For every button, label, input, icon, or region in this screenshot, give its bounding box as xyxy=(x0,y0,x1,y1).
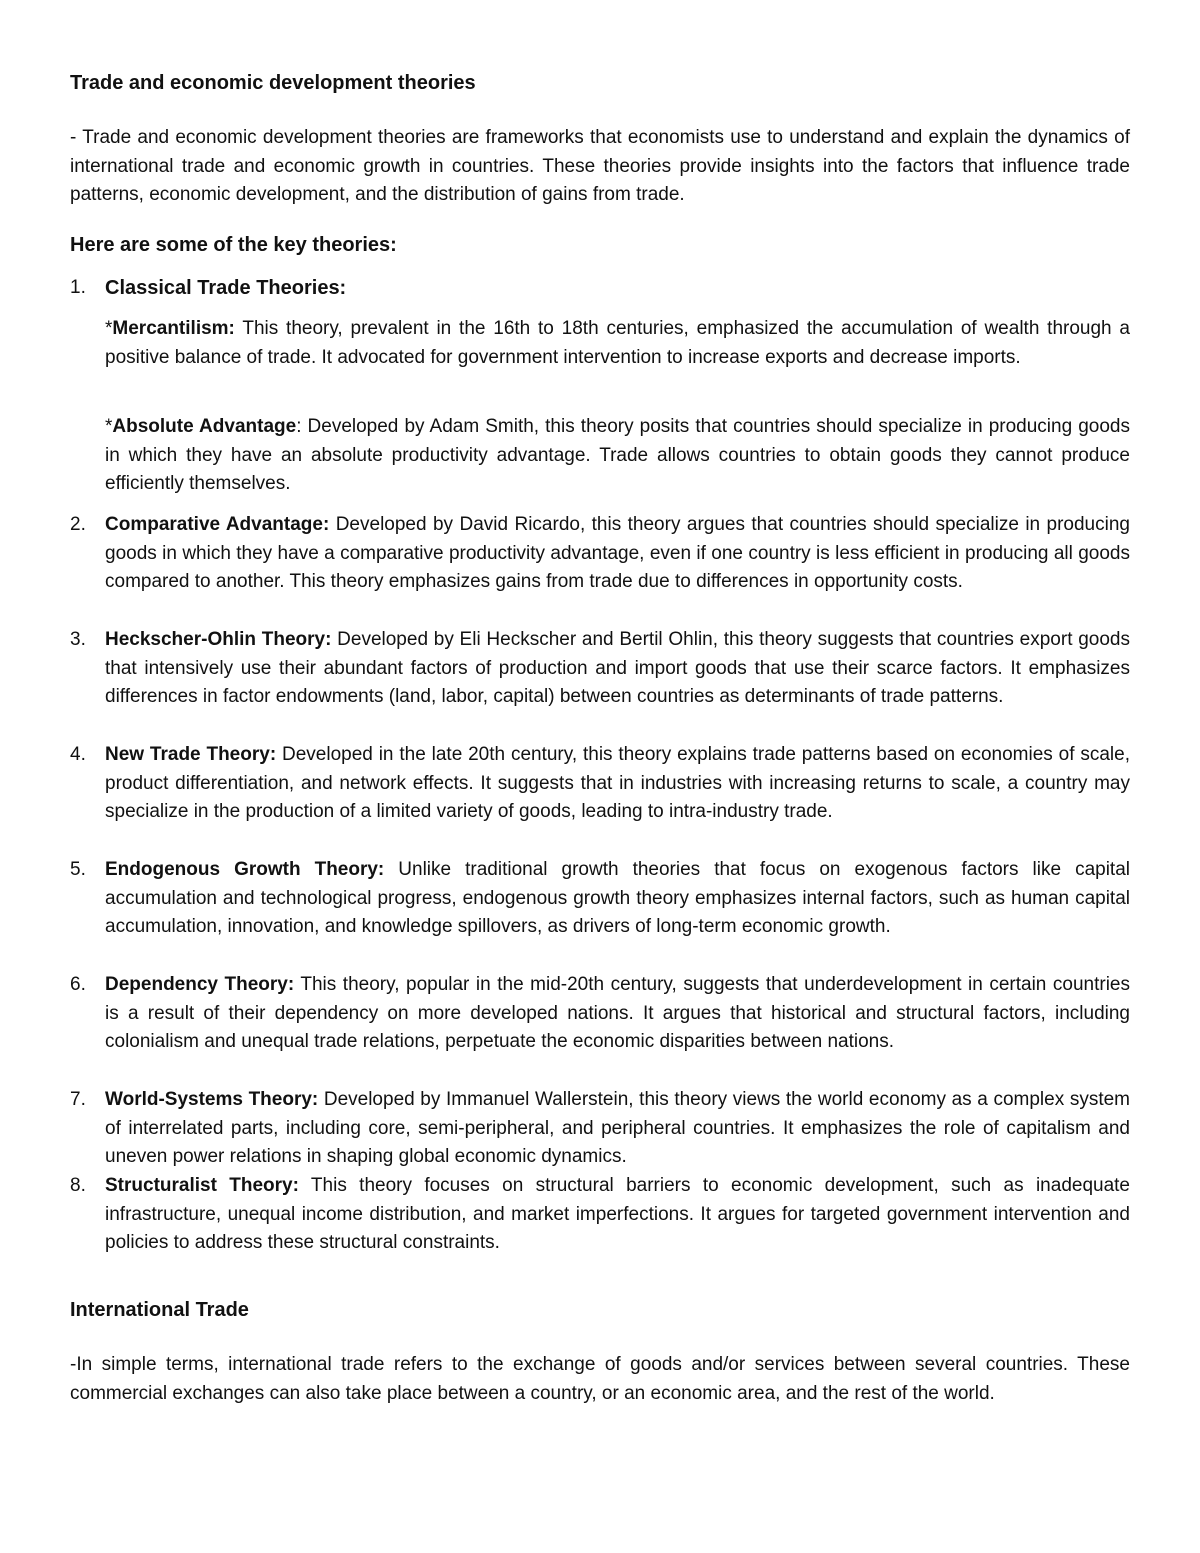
list-text xyxy=(105,511,1130,597)
list-desc: This theory focuses on structural barriers to economic development, such as inadequate infrastructure, unequal income distribution, and market imperfections. It argues for targeted government intervention and policies to address these structural constraints. xyxy=(105,1175,1130,1254)
sub-text: This theory, prevalent in the 16th to 18th centuries, emphasized the accumulation of wealth through a positive balance of trade. It advocated for government intervention to increase exports and decrease imports. xyxy=(105,318,1130,368)
sub-prefix: * xyxy=(105,416,113,437)
sub-term: Absolute Advantage xyxy=(112,416,297,437)
sub-text: : Developed by Adam Smith, this theory posits that countries should specialize in producing goods in which they have an absolute productivity advantage. Trade allows countries to obtain goods they cannot produce efficiently themselves. xyxy=(105,416,1130,495)
key-theories-heading: Here are some of the key theories: xyxy=(70,234,397,256)
list-desc: This theory, popular in the mid-20th century, suggests that underdevelopment in certain countries is a result of their dependency on more developed nations. It argues that historical and structural factors, including colonialism and unequal trade relations, perpetuate the economic disparities between nations. xyxy=(105,974,1130,1053)
list-desc: Developed by David Ricardo, this theory argues that countries should specialize in producing goods in which they have a comparative productivity advantage, even if one country is less efficient in producing all goods compared to another. This theory emphasizes gains from trade due to differences in opportunity costs. xyxy=(105,514,1130,593)
list-number: 3. xyxy=(70,629,86,650)
list-term: Structuralist Theory: xyxy=(105,1175,299,1196)
list-desc: Developed by Eli Heckscher and Bertil Ohlin, this theory suggests that countries export goods that intensively use their abundant factors of production and import goods that use their scarce factors. It emphasizes differences in factor endowments (land, labor, capital) between countries as determinants of trade patterns. xyxy=(105,629,1130,708)
sub-term: Mercantilism: xyxy=(112,318,235,339)
list-text xyxy=(105,856,1130,942)
list-term: New Trade Theory: xyxy=(105,744,277,765)
list-number: 1. xyxy=(70,277,86,298)
list-term: Endogenous Growth Theory: xyxy=(105,859,385,880)
list-text xyxy=(105,626,1130,712)
list-text xyxy=(105,1172,1130,1258)
list-text xyxy=(105,741,1130,827)
list-number: 7. xyxy=(70,1089,86,1110)
international-trade-paragraph: -In simple terms, international trade refers to the exchange of goods and/or services between several countries. These commercial exchanges can also take place between a country, or an economic area, and the rest of the world. xyxy=(70,1354,1130,1404)
sub-prefix: * xyxy=(105,318,113,339)
list-desc: Unlike traditional growth theories that focus on exogenous factors like capital accumulation and technological progress, endogenous growth theory emphasizes internal factors, such as human capital accumulation, innovation, and knowledge spillovers, as drivers of long-term economic growth. xyxy=(105,859,1130,938)
list-term: Heckscher-Ohlin Theory: xyxy=(105,629,332,650)
list-number: 5. xyxy=(70,859,86,880)
list-term: Comparative Advantage: xyxy=(105,514,330,535)
list-term: Dependency Theory: xyxy=(105,974,295,995)
sub-item-mercantilism xyxy=(105,315,1130,372)
list-desc: Developed in the late 20th century, this theory explains trade patterns based on economies of scale, product differentiation, and network effects. It suggests that in industries with increasing returns to scale, a country may specialize in the production of a limited variety of goods, leading to intra-industry trade. xyxy=(105,744,1130,823)
list-term: World-Systems Theory: xyxy=(105,1089,319,1110)
list-number: 6. xyxy=(70,974,86,995)
sub-item-absolute-advantage xyxy=(105,413,1130,499)
international-trade-heading: International Trade xyxy=(70,1299,249,1321)
list-number: 2. xyxy=(70,514,86,535)
document-title: Trade and economic development theories xyxy=(70,72,476,94)
intro-paragraph: - Trade and economic development theories are frameworks that economists use to understand and explain the dynamics of international trade and economic growth in countries. These theories provide insights into the factors that influence trade patterns, economic development, and the distribution of gains from trade. xyxy=(70,127,1130,206)
list-desc: Developed by Immanuel Wallerstein, this theory views the world economy as a complex system of interrelated parts, including core, semi-peripheral, and peripheral countries. It emphasizes the role of capitalism and uneven power relations in shaping global economic dynamics. xyxy=(105,1089,1130,1168)
list-text xyxy=(105,1086,1130,1172)
classical-label: Classical Trade Theories: xyxy=(105,277,347,299)
list-number: 8. xyxy=(70,1175,86,1196)
list-text xyxy=(105,971,1130,1057)
list-number: 4. xyxy=(70,744,86,765)
